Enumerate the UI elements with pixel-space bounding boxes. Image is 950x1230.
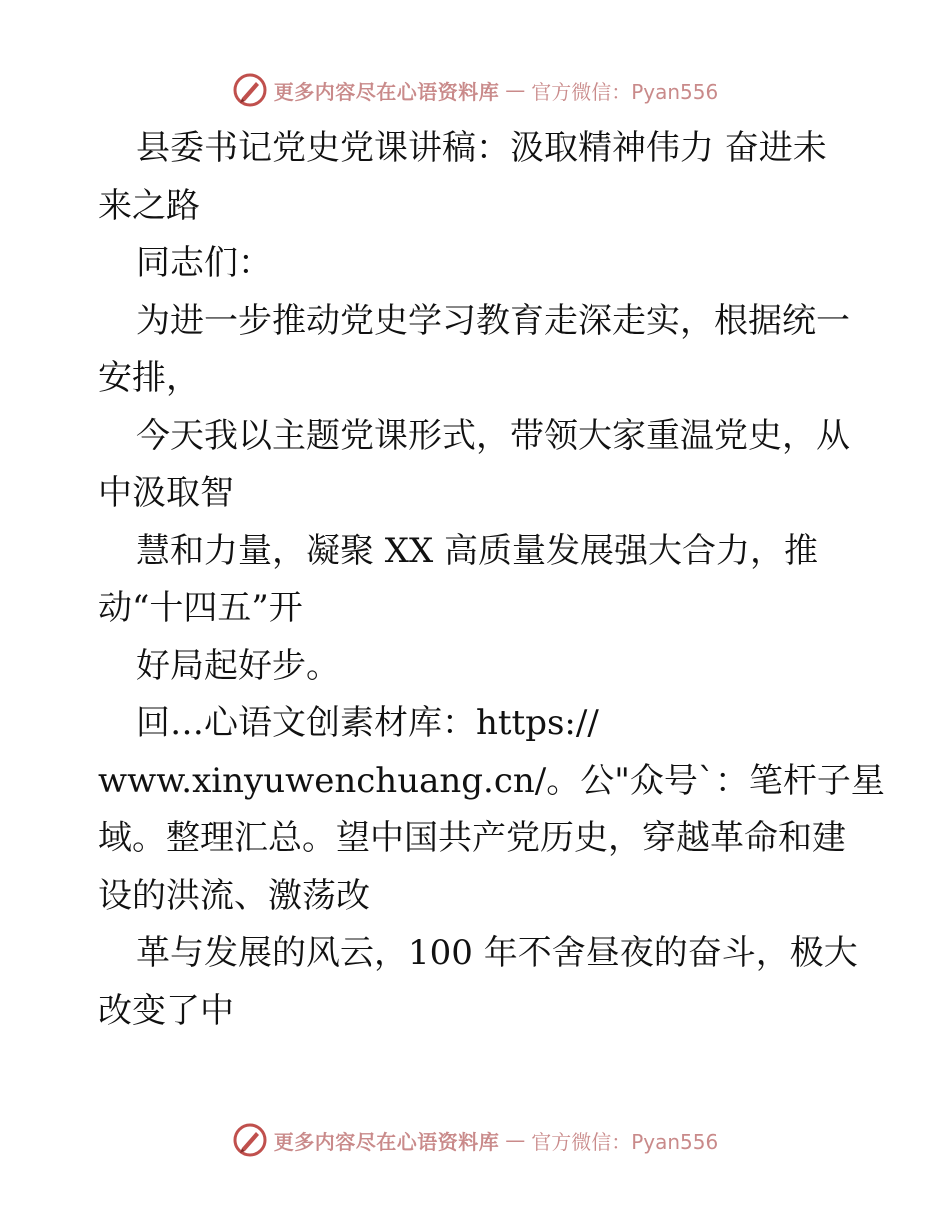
paragraph-line: 今天我以主题党课形式，带领大家重温党史，从 (136, 415, 850, 456)
paragraph-line: 慧和力量，凝聚 XX 高质量发展强大合力，推 (136, 530, 819, 571)
paragraph-line: 中汲取智 (98, 473, 234, 513)
paragraph-line: 改变了中 (98, 990, 234, 1031)
header-watermark-contact: 官方微信：Pyan556 (531, 79, 719, 104)
header-watermark (0, 70, 950, 110)
document-body (98, 120, 885, 1040)
paragraph-line: 设的洪流、激荡改 (98, 875, 370, 916)
paragraph-line: 安排， (98, 358, 200, 398)
footer-watermark-separator: — (505, 1128, 526, 1152)
footer-watermark-contact: 官方微信：Pyan556 (531, 1129, 719, 1154)
footer-watermark-text: 更多内容尽在心语资料库 (273, 1129, 500, 1154)
paragraph-line: 为进一步推动党史学习教育走深走实，根据统一 (136, 300, 850, 341)
header-watermark-separator: — (505, 78, 526, 102)
pen-logo-icon (232, 72, 268, 108)
paragraph-line: 动“十四五”开 (98, 588, 303, 628)
document-title-line: 县委书记党史党课讲稿：汲取精神伟力 奋进未 (136, 128, 827, 168)
header-watermark-text: 更多内容尽在心语资料库 (273, 79, 500, 104)
paragraph-line: 好局起好步。 (136, 645, 340, 686)
pen-logo-icon (232, 1122, 268, 1158)
paragraph-line: 域。整理汇总。望中国共产党历史，穿越革命和建 (98, 818, 846, 858)
document-title-line: 来之路 (98, 185, 200, 226)
paragraph-line: 回…心语文创素材库：https:// (136, 703, 599, 743)
footer-watermark (0, 1120, 950, 1160)
paragraph-line: 同志们： (136, 243, 272, 283)
paragraph-line: 革与发展的风云，100 年不舍昼夜的奋斗，极大 (136, 933, 858, 973)
paragraph-line: www.xinyuwenchuang.cn/。公"众号`：笔杆子星 (98, 760, 885, 801)
